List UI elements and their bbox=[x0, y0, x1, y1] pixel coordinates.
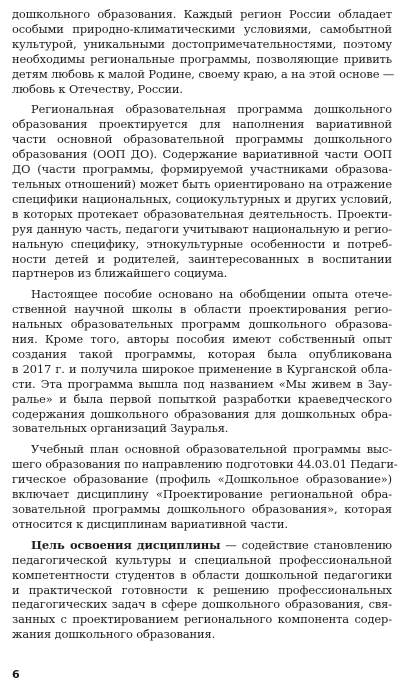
paragraph-3 bbox=[12, 287, 392, 436]
text-line: особыми природно-климатическими условиями, самобытной bbox=[12, 21, 392, 36]
text-line: занных с проектированием регионального компонента содер- bbox=[12, 612, 392, 627]
bold-lead-term: Цель освоения дисциплины bbox=[31, 537, 221, 552]
text-line: гическое образование (профиль «Дошкольное образование») bbox=[12, 472, 392, 487]
text-line: содержания дошкольного образования для дошкольных обра- bbox=[12, 406, 392, 421]
text-line: партнеров из ближайшего социума. bbox=[12, 266, 228, 281]
text-line: Региональная образовательная программа дошкольного bbox=[31, 102, 392, 117]
body-text bbox=[12, 7, 398, 642]
text-line: включает дисциплину «Проектирование региональной обра- bbox=[12, 487, 392, 502]
text-line bbox=[12, 538, 392, 553]
paragraph-4 bbox=[12, 442, 398, 531]
text-line: относится к дисциплинам вариативной части. bbox=[12, 516, 288, 531]
text-line: в 2017 г. и получила широкое применение в Курганской обла- bbox=[12, 361, 392, 376]
text-line: необходимы региональные программы, позволяющие привить bbox=[12, 51, 392, 66]
paragraph-1 bbox=[12, 7, 395, 96]
text-line: и практической готовности к решению профессиональных bbox=[12, 582, 392, 597]
text-line: сти. Эта программа вышла под названием «Мы живем в Зау- bbox=[12, 376, 392, 391]
text-line: компетентности студентов в области дошкольной педагогики bbox=[12, 567, 392, 582]
text-line: руя данную часть, педагоги учитывают национальную и регио- bbox=[12, 221, 392, 236]
text-line: детям любовь к малой Родине, своему краю, а на этой основе — bbox=[12, 66, 395, 81]
text-line: Учебный план основной образовательной программы выс- bbox=[31, 442, 392, 457]
text-line: педагогических задач в сфере дошкольного образования, свя- bbox=[12, 597, 392, 612]
text-line: ности детей и родителей, заинтересованных в воспитании bbox=[12, 251, 392, 266]
text-line: создания такой программы, которая была опубликована bbox=[12, 346, 392, 361]
text-line: Настоящее пособие основано на обобщении опыта отече- bbox=[31, 287, 392, 302]
text-line: зовательной программы дошкольного образования», которая bbox=[12, 502, 392, 516]
text-fragment: — содействие становлению bbox=[220, 537, 392, 552]
paragraph-5 bbox=[12, 538, 392, 642]
text-line: ственной научной школы в области проектирования регио- bbox=[12, 302, 392, 317]
text-line: зовательных организаций Зауралья. bbox=[12, 421, 229, 436]
page-number: 6 bbox=[12, 668, 20, 681]
text-line: жания дошкольного образования. bbox=[12, 627, 216, 642]
text-line: любовь к Отечеству, России. bbox=[12, 81, 183, 96]
text-line: культурой, уникальными достопримечательностями, поэтому bbox=[12, 36, 392, 51]
text-line: ния. Кроме того, авторы пособия имеют собственный опыт bbox=[12, 332, 392, 347]
text-line: нальных образовательных программ дошкольного образова- bbox=[12, 317, 392, 332]
text-line: ралье» и была первой попыткой разработки краеведческого bbox=[12, 391, 392, 406]
text-line: дошкольного образования. Каждый регион России обладает bbox=[12, 7, 392, 21]
text-line: нальную специфику, этнокультурные особенности и потреб- bbox=[12, 236, 392, 251]
text-line: образования проектируется для наполнения вариативной bbox=[12, 117, 392, 132]
text-line: специфики национальных, социокультурных и других условий, bbox=[12, 191, 392, 206]
text-line: в которых протекает образовательная деятельность. Проекти- bbox=[12, 206, 392, 221]
text-line: образования (ООП ДО). Содержание вариативной части ООП bbox=[12, 147, 392, 162]
text-line: тельных отношений) может быть ориентировано на отражение bbox=[12, 176, 392, 191]
paragraph-2 bbox=[12, 102, 392, 281]
text-line: шего образования по направлению подготовки 44.03.01 Педаги- bbox=[12, 457, 398, 472]
text-line: части основной образовательной программы дошкольного bbox=[12, 132, 392, 147]
text-line: ДО (части программы, формируемой участниками образова- bbox=[12, 162, 392, 177]
text-line: педагогической культуры и специальной профессиональной bbox=[12, 552, 392, 567]
